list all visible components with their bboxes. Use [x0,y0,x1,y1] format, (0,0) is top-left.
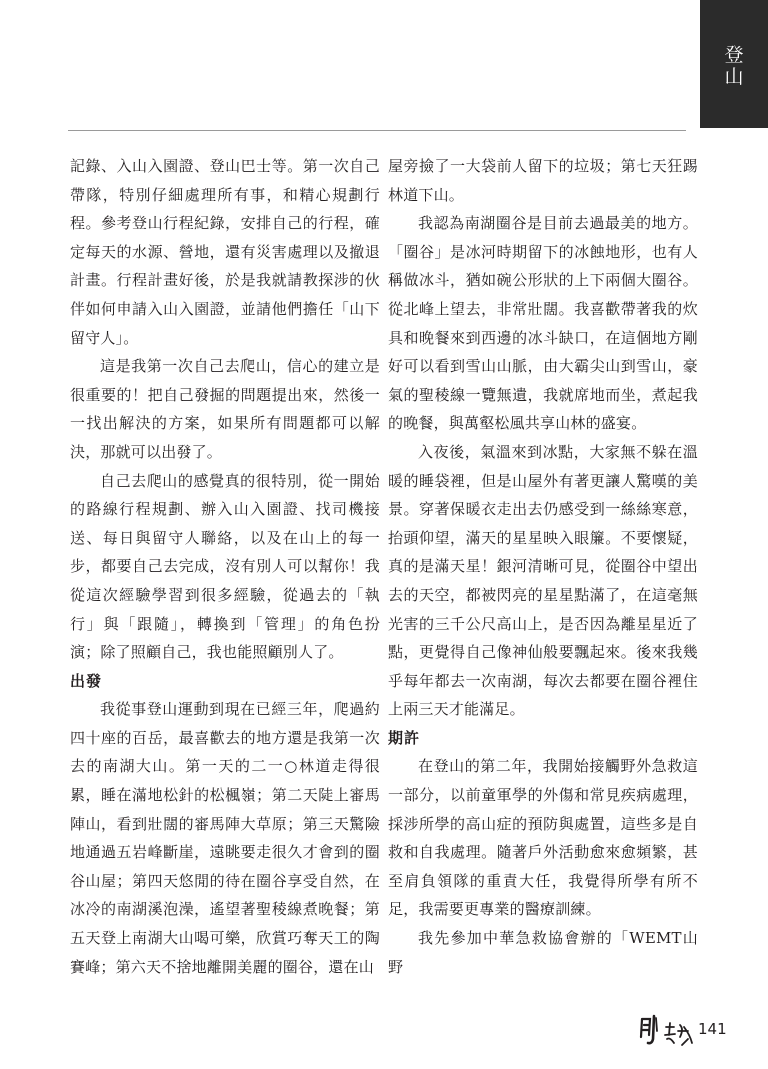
paragraph: 記錄、入山入園證、登山巴士等。第一次自己帶隊，特別仔細處理所有事，和精心規劃行程。參考登山行程紀錄，安排自己的行程，確定每天的水源、營地，還有災害處理以及撤退計畫。行程計畫好後，於是我就請教探涉的伙伴如何申請入山入園證，並請他們擔任「山下留守人」。 [70,157,380,347]
paragraph: 我先參加中華急救協會辦的「WEMT山野 [388,929,698,976]
section-heading: 出發 [70,671,103,690]
paragraph: 入夜後，氣溫來到冰點，大家無不躲在溫暖的睡袋裡，但是山屋外有著更讓人驚嘆的美景。穿著保暖衣走出去仍感受到一絲絲寒意，抬頭仰望，滿天的星星映入眼簾。不要懷疑，真的是滿天星！銀河清晰可見，從圈谷中望出去的天空，都被閃亮的星星點滿了，在這毫無光害的三千公尺高山上，是否因為離星星近了點，更覺得自己像神仙般要飄起來。後來我幾乎每年都去一次南湖，每次去都要在圈谷裡住上兩三天才能滿足。 [388,442,698,719]
paragraph: 在登山的第二年，我開始接觸野外急救這一部分，以前童軍學的外傷和常見疾病處理，採涉所學的高山症的預防與處置，這些多是自救和自我處理。隨著戶外活動愈來愈頻繁，甚至肩負領隊的重責大任，我覺得所學有所不足，我需要更專業的醫療訓練。 [388,757,698,919]
page-footer [636,1013,736,1049]
section-heading: 期許 [388,728,421,747]
header-rule [68,130,686,131]
right-column [388,152,698,981]
paragraph: 我認為南湖圈谷是目前去過最美的地方。「圈谷」是冰河時期留下的冰蝕地形，也有人稱做冰斗，猶如碗公形狀的上下兩個大圈谷。從北峰上望去，非常壯闊。我喜歡帶著我的炊具和晚餐來到西邊的冰斗缺口，在這個地方剛好可以看到雪山山脈，由大霸尖山到雪山，豪氣的聖稜線一覽無遺，我就席地而坐，煮起我的晚餐，與萬壑松風共享山林的盛宴。 [388,214,698,433]
left-column [70,152,380,981]
paragraph: 自己去爬山的感覺真的很特別，從一開始的路線行程規劃、辦入山入園證、找司機接送、每日與留守人聯絡，以及在山上的每一步，都要自己去完成，沒有別人可以幫你！我從這次經驗學習到很多經驗，從過去的「執行」與「跟隨」，轉換到「管理」的角色扮演；除了照顧自己，我也能照顧別人了。 [70,471,380,662]
calligraphy-logo [636,1013,698,1049]
paragraph: 這是我第一次自己去爬山，信心的建立是很重要的！把自己發掘的問題提出來，然後一一找出解決的方案，如果所有問題都可以解決，那就可以出發了。 [70,357,380,461]
paragraph: 屋旁撿了一大袋前人留下的垃圾；第七天狂踢林道下山。 [388,157,698,204]
section-tab [700,0,768,128]
section-tab-label: 登山 [724,44,744,88]
page-number: 141 [698,1020,727,1038]
paragraph: 我從事登山運動到現在已經三年，爬過約四十座的百岳，最喜歡去的地方還是我第一次去的南湖大山。第一天的二一○林道走得很累，睡在滿地松針的松楓嶺；第二天陡上審馬陣山，看到壯闊的審馬陣大草原；第三天驚險地通過五岩峰斷崖，遠眺要走很久才會到的圈谷山屋；第四天悠閒的待在圈谷享受自然，在冰冷的南湖溪泡澡，遙望著聖稜線煮晚餐；第五天登上南湖大山喝可樂，欣賞巧奪天工的陶賽峰；第六天不捨地離開美麗的圈谷，還在山 [70,700,380,976]
